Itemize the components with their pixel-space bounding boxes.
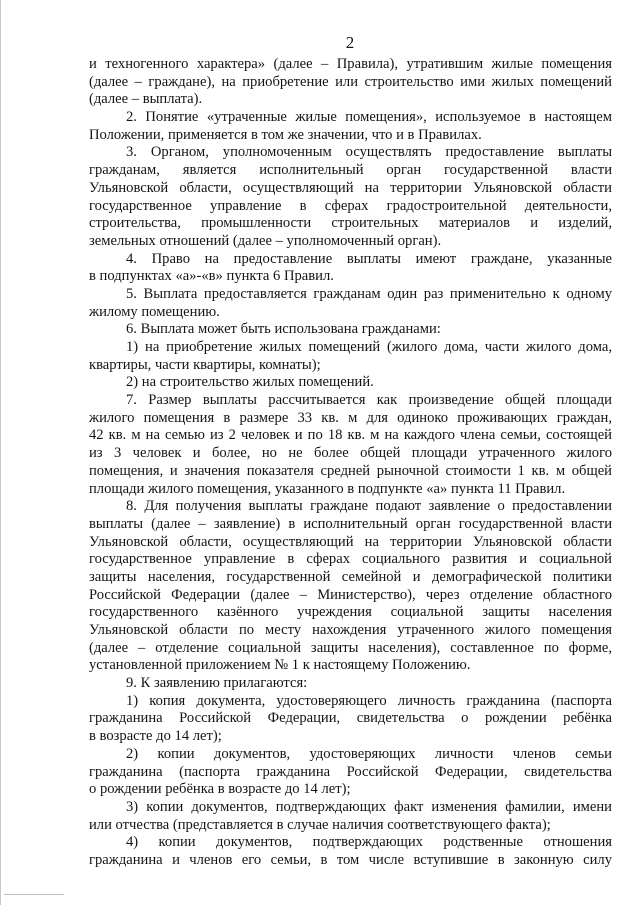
scan-artifact xyxy=(4,894,64,895)
text-line: государственного казённого учреждения социальной защиты населения xyxy=(89,604,612,621)
text-line: 3. Органом, уполномоченным осуществлять предоставление выплаты xyxy=(126,144,612,161)
text-line: гражданина и членов его семьи, в том числе вступившие в законную силу xyxy=(89,851,612,868)
text-line: 3) копии документов, подтверждающих факт изменения фамилии, имени xyxy=(126,798,612,815)
text-line: (далее – граждане), на приобретение или строительство ими жилых помещений xyxy=(89,73,612,90)
text-line: жилого помещения в размере 33 кв. м для одиноко проживающих граждан, xyxy=(89,409,612,426)
text-line: в подпунктах «а»-«в» пункта 6 Правил. xyxy=(89,268,334,285)
text-line: Ульяновской области, осуществляющий на территории Ульяновской области xyxy=(89,179,612,196)
text-line: государственное управление в сферах градостроительной деятельности, xyxy=(89,197,612,214)
text-line: Ульяновской области по месту нахождения утраченного жилого помещения xyxy=(89,622,612,638)
text-line: государственное управление в сферах социального развития и социальной xyxy=(89,551,612,568)
text-line: из 3 человек и более, но не более общей площади утраченного жилого xyxy=(89,445,612,462)
page-number: 2 xyxy=(345,33,355,52)
text-line: гражданина Российской Федерации, свидетельства о рождении ребёнка xyxy=(89,710,612,727)
text-line: строительства, промышленности строительных материалов и изделий, xyxy=(89,215,612,232)
text-line: 2) копии документов, удостоверяющих личности членов семьи xyxy=(126,745,612,762)
text-line: и техногенного характера» (далее – Правила), утратившим жилые помещения xyxy=(89,56,612,72)
text-line: 2. Понятие «утраченные жилые помещения», используемое в настоящем xyxy=(126,109,612,126)
text-line: защиты населения, государственной семейной и демографической политики xyxy=(89,568,612,585)
text-line: 2) на строительство жилых помещений. xyxy=(126,374,374,391)
text-line: (далее – отделение социальной защиты населения), составленное по форме, xyxy=(89,639,612,656)
text-line: гражданам, является исполнительный орган государственной власти xyxy=(89,162,612,179)
text-line: квартиры, части квартиры, комнаты); xyxy=(89,356,321,373)
text-line: 6. Выплата может быть использована гражданами: xyxy=(126,321,441,338)
text-line: 4. Право на предоставление выплаты имеют граждане, указанные xyxy=(126,250,612,267)
text-line: 4) копии документов, подтверждающих родственные отношения xyxy=(126,834,612,851)
text-line: Ульяновской области, осуществляющий на территории Ульяновской области xyxy=(89,533,612,550)
text-line: 5. Выплата предоставляется гражданам один раз применительно к одному xyxy=(126,285,612,302)
text-line: (далее – выплата). xyxy=(89,91,203,108)
text-line: Российской Федерации (далее – Министерство), через отделение областного xyxy=(89,586,612,603)
text-line: установленной приложением № 1 к настоящему Положению. xyxy=(89,657,471,674)
document-body xyxy=(89,56,612,870)
text-line: гражданина (паспорта гражданина Российской Федерации, свидетельства xyxy=(89,763,612,780)
text-line: 8. Для получения выплаты граждане подают заявление о предоставлении xyxy=(126,498,612,515)
text-line: 1) на приобретение жилых помещений (жилого дома, части жилого дома, xyxy=(126,339,612,355)
text-line: жилому помещению. xyxy=(89,303,220,320)
text-line: 1) копия документа, удостоверяющего личность гражданина (паспорта xyxy=(126,692,612,709)
text-line: в возрасте до 14 лет); xyxy=(89,728,222,745)
text-line: 42 кв. м на семью из 2 человек и по 18 кв. м на каждого члена семьи, состоящей xyxy=(89,427,612,444)
text-line: о рождении ребёнка в возрасте до 14 лет); xyxy=(89,781,351,798)
text-line: 7. Размер выплаты рассчитывается как произведение общей площади xyxy=(126,392,612,409)
text-line: земельных отношений (далее – уполномоченный орган). xyxy=(89,232,442,249)
page-edge-line xyxy=(0,0,1,905)
text-line: Положении, применяется в том же значении, что и в Правилах. xyxy=(89,126,482,143)
text-line: помещения, и значения показателя средней рыночной стоимости 1 кв. м общей xyxy=(89,462,612,479)
text-line: 9. К заявлению прилагаются: xyxy=(126,675,308,692)
text-line: или отчества (представляется в случае наличия соответствующего факта); xyxy=(89,816,551,833)
text-line: выплаты (далее – заявление) в исполнительный орган государственной власти xyxy=(89,515,612,532)
text-line: площади жилого помещения, указанного в подпункте «а» пункта 11 Правил. xyxy=(89,480,566,497)
